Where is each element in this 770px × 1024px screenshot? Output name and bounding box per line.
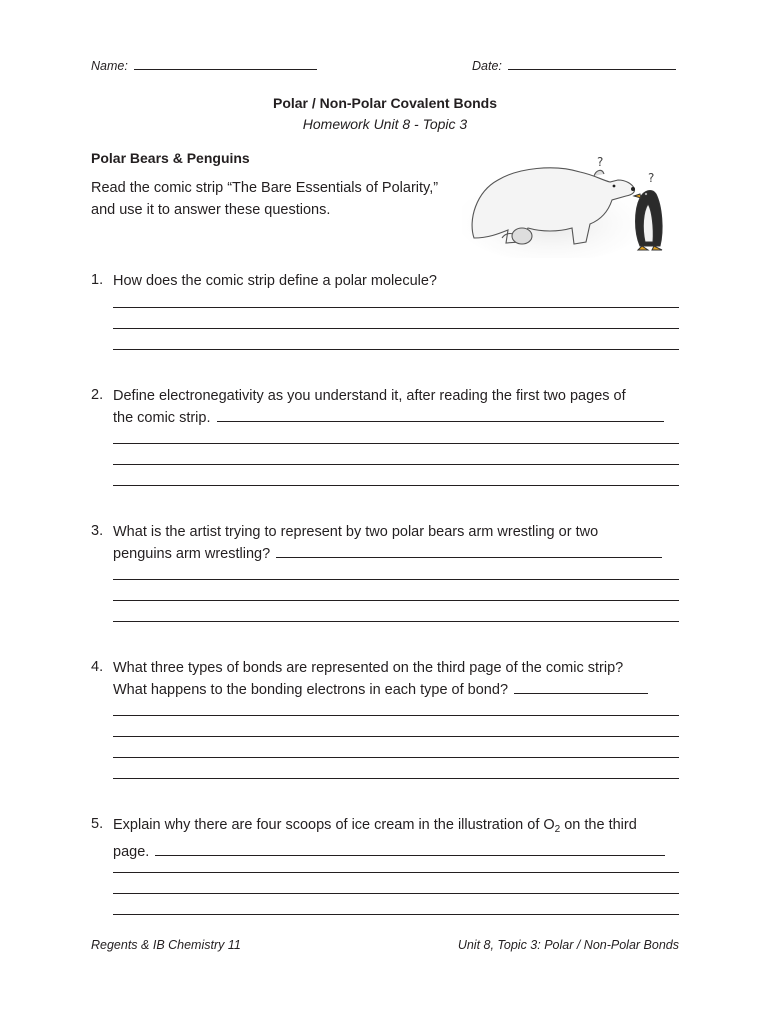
name-blank[interactable] xyxy=(134,57,317,70)
question-2-number: 2. xyxy=(91,387,104,403)
footer-right: Unit 8, Topic 3: Polar / Non-Polar Bonds xyxy=(457,938,679,952)
question-5-text xyxy=(113,814,679,863)
answer-line[interactable] xyxy=(113,715,679,716)
bear-question-mark: ? xyxy=(597,155,604,169)
intro-text: Read the comic strip “The Bare Essentials of Polarity,” and use it to answer these questions. xyxy=(91,180,439,218)
page-subtitle: Homework Unit 8 - Topic 3 xyxy=(302,116,468,132)
answer-line[interactable] xyxy=(113,443,679,444)
answer-line[interactable] xyxy=(113,464,679,465)
question-4-line-2-text: What happens to the bonding electrons in each type of bond? xyxy=(113,682,509,698)
question-2-text xyxy=(113,385,679,429)
question-4-text xyxy=(113,657,679,701)
section-title: Polar Bears & Penguins xyxy=(91,150,250,166)
answer-line[interactable] xyxy=(113,307,679,308)
name-label: Name: xyxy=(91,59,128,73)
date-field xyxy=(472,57,676,73)
question-5-line-2-text: page. xyxy=(113,844,150,860)
question-1-text: How does the comic strip define a polar molecule? xyxy=(113,273,437,289)
question-5-line-1 xyxy=(113,814,679,841)
answer-line[interactable] xyxy=(113,621,679,622)
question-3-number: 3. xyxy=(91,523,104,539)
question-3-line-2 xyxy=(113,543,679,565)
illustration-svg xyxy=(462,150,677,258)
answer-line[interactable] xyxy=(113,328,679,329)
page-title: Polar / Non-Polar Covalent Bonds xyxy=(272,95,498,111)
question-3-text xyxy=(113,521,679,565)
date-blank[interactable] xyxy=(508,57,676,70)
answer-line[interactable] xyxy=(113,485,679,486)
answer-line[interactable] xyxy=(113,579,679,580)
oxygen-subscript: 2 xyxy=(554,824,561,835)
question-4-number: 4. xyxy=(91,659,104,675)
question-5-number: 5. xyxy=(91,816,104,832)
question-4-line-1: What three types of bonds are represented on the third page of the comic strip? xyxy=(113,660,624,676)
answer-line[interactable] xyxy=(113,872,679,873)
question-5-line-1-pre: Explain why there are four scoops of ice cream in the illustration of O xyxy=(113,817,555,833)
penguin-question-mark: ? xyxy=(648,171,655,185)
question-5-line-1-post: on the third xyxy=(560,817,637,833)
question-1-number: 1. xyxy=(91,272,104,288)
question-2-line-2 xyxy=(113,407,679,429)
answer-inline-line[interactable] xyxy=(514,679,648,694)
penguin-icon xyxy=(634,191,662,250)
question-3-line-2-text: penguins arm wrestling? xyxy=(113,546,271,562)
question-4-line-2 xyxy=(113,679,679,701)
answer-line[interactable] xyxy=(113,778,679,779)
date-label: Date: xyxy=(472,59,502,73)
answer-line[interactable] xyxy=(113,349,679,350)
name-field xyxy=(91,57,317,73)
answer-line[interactable] xyxy=(113,600,679,601)
answer-line[interactable] xyxy=(113,736,679,737)
question-3-line-1: What is the artist trying to represent by two polar bears arm wrestling or two xyxy=(113,524,599,540)
answer-inline-line[interactable] xyxy=(276,543,662,558)
answer-line[interactable] xyxy=(113,757,679,758)
question-5-line-2 xyxy=(113,841,679,863)
footer-left: Regents & IB Chemistry 11 xyxy=(91,938,241,952)
question-2-line-2-text: the comic strip. xyxy=(113,410,211,426)
answer-inline-line[interactable] xyxy=(155,841,665,856)
polar-bear-and-penguin-illustration xyxy=(462,150,677,258)
answer-line[interactable] xyxy=(113,893,679,894)
question-2-line-1: Define electronegativity as you understand it, after reading the first two pages of xyxy=(113,388,626,404)
answer-inline-line[interactable] xyxy=(217,407,664,422)
answer-line[interactable] xyxy=(113,914,679,915)
